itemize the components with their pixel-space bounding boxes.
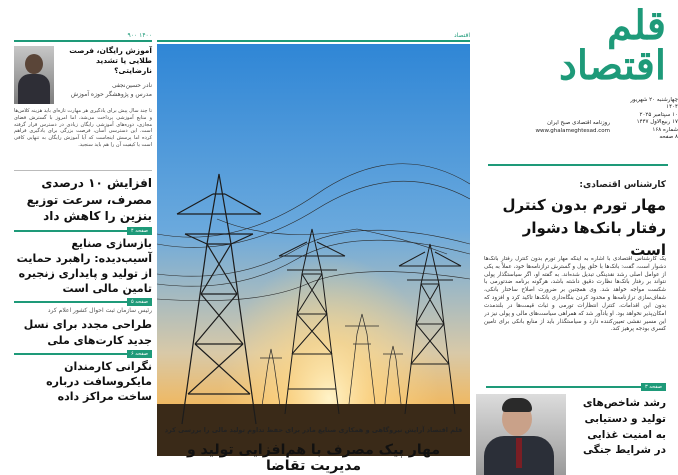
opinion-note[interactable]: [14, 46, 152, 104]
left-headline-4[interactable]: نگرانی کارمندان مایکروسافت درباره ساخت مراکز داده: [46, 359, 152, 404]
issue-date-hijri: ۱۷ ربیع‌الاول ۱۴۴۷: [636, 119, 678, 126]
note-body: تا چند سال پیش برای یادگیری هر مهارت تازه‌ای باید هزینه کلاس‌ها و منابع آموزشی پرداخت می‌شد، اما امروز با گسترش فضای مجازی، دوره‌های آموزشی رایگان زیادی در دسترس قرار گرفته است. این دسترسی آسان، فرصت بزرگی برای یادگیری فراهم کرده اما پرسش اینجاست که آیا آموزش رایگان به تنهایی کافی است یا کیفیت آن را هم باید سنجید.: [14, 108, 152, 148]
power-transmission-towers-photo[interactable]: [157, 44, 470, 456]
section-divider: [486, 386, 666, 388]
divider: [14, 170, 152, 171]
author-photo: [14, 46, 54, 104]
center-column: [157, 32, 470, 475]
left-headline-1[interactable]: افزایش ۱۰ درصدی مصرف، سرعت توزیع بنزین را کاهش داد: [26, 176, 152, 224]
lead-body: یک کارشناس اقتصادی با اشاره به اینکه مهار تورم بدون کنترل رفتار بانک‌ها دشوار است، گفت: بانک‌ها با خلق پول و گسترش ترازنامه‌ها خود، عملاً به یکی از عوامل اصلی رشد نقدینگی تبدیل شده‌اند. به گفته او، اگر سیاستگذار پولی نتواند بر رفتار بانک‌ها نظارت دقیق داشته باشد، هرگونه برنامه ضدتورمی با شکست مواجه خواهد شد. وی همچنین بر ضرورت اصلاح ساختار بانکی، شفاف‌سازی ترازنامه‌ها و محدود کردن بنگاه‌داری بانک‌ها تاکید کرد و افزود که بدون این اقدامات، کنترل انتظارات تورمی و ثبات قیمت‌ها در بلندمدت امکان‌پذیر نخواهد بود. او یادآور شد که همراهی سیاست‌های مالی و پولی نیز در این مسیر نقشی تعیین‌کننده دارد و سیاستگذار باید از منابع بانکی برای تامین کسری بودجه پرهیز کند.: [484, 256, 666, 333]
bottom-headline[interactable]: رشد شاخص‌های تولید و دستیابی به امنیت غذایی در شرایط جنگی: [582, 397, 666, 457]
left-headline-3[interactable]: طراحی مجدد برای نسل جدید کارت‌های ملی: [23, 318, 152, 347]
photo-caption-headline[interactable]: مهار پیک مصرف با هم‌افزایی تولید و مدیریت تقاضا: [186, 442, 441, 474]
page-label: صفحه ۳: [641, 383, 666, 391]
section-divider: [14, 227, 152, 234]
left-headline-2[interactable]: بازسازی صنایع آسیب‌دیده: راهبرد حمایت از تولید و پایداری زنجیره تامین مالی است: [16, 236, 152, 296]
section-divider: [14, 299, 152, 306]
page-label: صفحه ۶: [127, 350, 152, 358]
right-column: [476, 0, 678, 475]
page-count: ۸ صفحه: [659, 134, 678, 141]
issue-info: [618, 97, 678, 142]
page-label: صفحه ۴: [127, 227, 152, 235]
page-label: صفحه ۵: [127, 298, 152, 306]
issue-date-persian: چهارشنبه ۲۰ شهریور ۱۴۰۴: [630, 97, 678, 111]
masthead-divider: [488, 164, 668, 166]
masthead-tagline: روزنامه اقتصادی صبح ایران www.ghalameghtesad.com: [535, 120, 610, 134]
issue-number: شماره ۱۶۸: [652, 126, 678, 133]
left-column-date: ۱۴۰۰ ۹۰۰: [14, 32, 152, 42]
left-column: [14, 32, 152, 475]
note-author: نادر حسین‌نجفی: [112, 82, 152, 90]
masthead[interactable]: [498, 2, 666, 94]
issue-date-gregorian: ۱۰ سپتامبر ۲۰۲۵: [639, 111, 678, 118]
section-divider: [14, 350, 152, 357]
photo-caption-kicker: قلم اقتصاد آرایش نیروگاهی و همکاری صنایع مادر برای حفظ تداوم تولید مالی را بررسی کرد: [164, 426, 463, 434]
masthead-logo: قلم اقتصاد: [559, 2, 666, 89]
lead-headline[interactable]: مهار تورم بدون کنترل رفتار بانک‌ها دشوار است: [502, 196, 666, 259]
official-photo: [476, 394, 566, 475]
note-author-role: مدرس و پژوهشگر حوزه آموزش: [70, 91, 152, 99]
center-column-label: اقتصاد: [157, 32, 470, 42]
note-title: آموزش رایگان، فرصت طلایی یا تشدید نارضایتی؟: [69, 46, 152, 76]
left-kicker-3: رئیس سازمان ثبت احوال کشور اعلام کرد: [47, 307, 152, 315]
lead-kicker: کارشناس اقتصادی:: [579, 180, 666, 190]
